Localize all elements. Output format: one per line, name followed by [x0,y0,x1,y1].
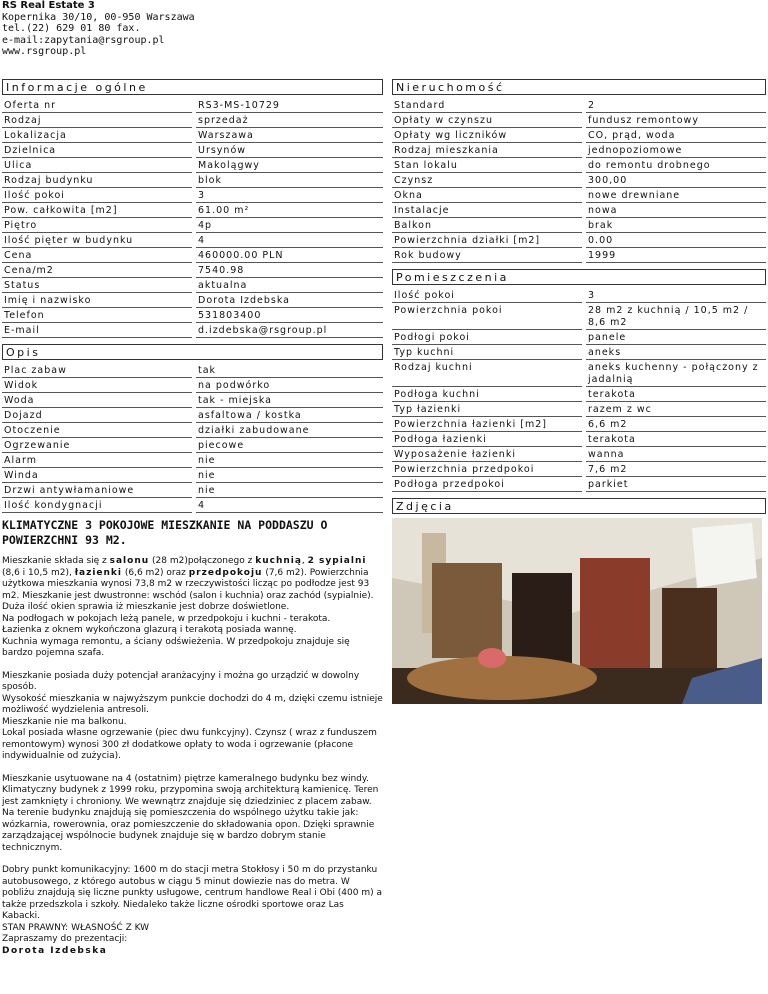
general-value: 3 [196,188,383,203]
property-row [392,188,766,203]
property-label: Opłaty w czynszu [392,113,582,128]
rooms-value: aneks [586,345,766,360]
property-label: Stan lokalu [392,158,582,173]
general-value: 4p [196,218,383,233]
opis-value: piecowe [196,438,383,453]
general-label: Imię i nazwisko [2,293,192,308]
property-value: do remontu drobnego [586,158,766,173]
general-row [2,218,383,233]
general-value: aktualna [196,278,383,293]
general-value: Makolągwy [196,158,383,173]
property-table [392,98,766,263]
opis-label: Woda [2,393,192,408]
opis-label: Drzwi antywłamaniowe [2,483,192,498]
rooms-row [392,417,766,432]
general-value: d.izdebska@rsgroup.pl [196,323,383,338]
general-row [2,203,383,218]
property-label: Powierzchnia działki [m2] [392,233,582,248]
general-row [2,263,383,278]
rooms-value: 6,6 m2 [586,417,766,432]
rooms-label: Powierzchnia pokoi [392,303,582,330]
general-label: Cena/m2 [2,263,192,278]
opis-label: Alarm [2,453,192,468]
property-value: nowa [586,203,766,218]
rooms-value: 3 [586,288,766,303]
rooms-value: 28 m2 z kuchnią / 10,5 m2 / 8,6 m2 [586,303,766,330]
rooms-row [392,387,766,402]
rooms-value: terakota [586,387,766,402]
rooms-value: razem z wc [586,402,766,417]
general-row [2,308,383,323]
property-label: Czynsz [392,173,582,188]
opis-value: asfaltowa / kostka [196,408,383,423]
opis-row [2,453,383,468]
property-label: Instalacje [392,203,582,218]
rooms-row [392,360,766,387]
rooms-label: Podłogi pokoi [392,330,582,345]
opis-row [2,393,383,408]
rooms-row [392,345,766,360]
general-row [2,188,383,203]
agency-website: www.rsgroup.pl [2,46,87,57]
rooms-value: 7,6 m2 [586,462,766,477]
opis-value: 4 [196,498,383,513]
opis-value: tak [196,363,383,378]
rooms-row [392,303,766,330]
rooms-value: aneks kuchenny - połączony z jadalnią [586,360,766,387]
general-label: Rodzaj budynku [2,173,192,188]
general-table [2,98,383,338]
rooms-row [392,432,766,447]
contact-name: Dorota Izdebska [2,945,108,956]
opis-value: nie [196,453,383,468]
rooms-label: Powierzchnia przedpokoi [392,462,582,477]
property-value: nowe drewniane [586,188,766,203]
rooms-label: Podłoga łazienki [392,432,582,447]
general-label: E-mail [2,323,192,338]
property-value: 300,00 [586,173,766,188]
opis-label: Plac zabaw [2,363,192,378]
opis-row [2,378,383,393]
rooms-value: wanna [586,447,766,462]
opis-label: Otoczenie [2,423,192,438]
property-value: brak [586,218,766,233]
rooms-label: Typ kuchni [392,345,582,360]
opis-label: Winda [2,468,192,483]
opis-row [2,468,383,483]
general-value: Ursynów [196,143,383,158]
property-row [392,248,766,263]
description-headline: KLIMATYCZNE 3 POKOJOWE MIESZKANIE NA PODDASZU O POWIERZCHNI 93 M2. [2,518,328,547]
general-label: Status [2,278,192,293]
general-row [2,143,383,158]
opis-label: Ogrzewanie [2,438,192,453]
general-row [2,248,383,263]
opis-label: Ilość kondygnacji [2,498,192,513]
property-section-title: Nieruchomość [392,79,766,95]
opis-table [2,363,383,513]
opis-row [2,498,383,513]
opis-row [2,408,383,423]
property-label: Opłaty wg liczników [392,128,582,143]
general-label: Ulica [2,158,192,173]
rooms-value: parkiet [586,477,766,492]
general-row [2,293,383,308]
opis-row [2,438,383,453]
general-value: sprzedaż [196,113,383,128]
description-paragraph-2: Mieszkanie posiada duży potencjał aranżacyjny i można go urządzić w dowolny sposób. Wysokość mieszkania w najwyższym punkcie dochodzi do 4 m, dzięki czemu istnieje możliwość wydzielenia antresoli. Mieszkanie nie ma balkonu. Lokal posiada własne ogrzewanie (piec dwu funkcyjny). Czynsz ( wraz z funduszem remontowym) wynosi 300 zł dodatkowe opłaty to woda i ogrzewanie (płacone indywidualnie od zużycia). [2,670,383,761]
right-column [392,79,766,704]
rooms-value: panele [586,330,766,345]
opis-value: działki zabudowane [196,423,383,438]
description-paragraph-4: Dobry punkt komunikacyjny: 1600 m do stacji metra Stokłosy i 50 m do przystanku autobusowego, z którego autobus w ciągu 5 minut dowiezie nas do metra. W pobliżu znajdują się liczne punkty usługowe, centrum handlowe Real i Obi (400 m) a także przedszkola i szkoły. Niedaleko także liczne ośrodki sportowe oraz Las Kabacki. STAN PRAWNY: WŁASNOŚĆ Z KW Zapraszamy do prezentacji: Dorota Izdebska [2,865,383,956]
general-label: Cena [2,248,192,263]
general-label: Dzielnica [2,143,192,158]
property-value: fundusz remontowy [586,113,766,128]
rooms-label: Podłoga przedpokoi [392,477,582,492]
rooms-row [392,330,766,345]
opis-section-title: Opis [2,344,383,360]
general-row [2,113,383,128]
general-label: Rodzaj [2,113,192,128]
rooms-row [392,288,766,303]
opis-label: Dojazd [2,408,192,423]
property-value: 1999 [586,248,766,263]
property-row [392,233,766,248]
property-label: Okna [392,188,582,203]
rooms-label: Rodzaj kuchni [392,360,582,387]
general-row [2,128,383,143]
rooms-label: Typ łazienki [392,402,582,417]
general-value: 460000.00 PLN [196,248,383,263]
general-label: Ilość pięter w budynku [2,233,192,248]
property-label: Balkon [392,218,582,233]
property-label: Standard [392,98,582,113]
general-row [2,278,383,293]
property-row [392,113,766,128]
agency-header [2,0,195,58]
rooms-section-title: Pomieszczenia [392,269,766,285]
opis-value: tak - miejska [196,393,383,408]
general-row [2,323,383,338]
property-label: Rodzaj mieszkania [392,143,582,158]
rooms-row [392,477,766,492]
property-row [392,203,766,218]
general-row [2,158,383,173]
opis-row [2,423,383,438]
left-column [2,79,383,957]
general-row [2,233,383,248]
opis-value: nie [196,468,383,483]
property-row [392,143,766,158]
property-row [392,128,766,143]
agency-email: e-mail:zapytania@rsgroup.pl [2,34,165,46]
description [2,518,383,957]
photos-section-title: Zdjęcia [392,498,766,514]
agency-address: Kopernika 30/10, 00-950 Warszawa [2,11,195,23]
rooms-label: Powierzchnia łazienki [m2] [392,417,582,432]
property-row [392,173,766,188]
property-photo[interactable] [392,518,762,704]
general-value: blok [196,173,383,188]
opis-label: Widok [2,378,192,393]
property-value: 2 [586,98,766,113]
general-value: RS3-MS-10729 [196,98,383,113]
rooms-label: Ilość pokoi [392,288,582,303]
property-row [392,158,766,173]
general-value: 61.00 m² [196,203,383,218]
rooms-row [392,402,766,417]
description-paragraph-3: Mieszkanie usytuowane na 4 (ostatnim) piętrze kameralnego budynku bez windy. Klimatyczny budynek z 1999 roku, przypomina swoją architekturą kamienicę. Teren jest zamknięty i chroniony. We wewnątrz znajduje się dziedziniec z placem zabaw. Na terenie budynku znajdują się pomieszczenia do wspólnego użytku takie jak: wózkarnia, rowerownia, oraz pomieszczenie do składowania opon. Dzięki sprawnie zarządzającej wspólnocie budynek znajduje się w bardzo dobrym stanie technicznym. [2,773,379,853]
property-value: 0.00 [586,233,766,248]
general-value: 7540.98 [196,263,383,278]
rooms-row [392,447,766,462]
property-value: CO, prąd, woda [586,128,766,143]
rooms-row [392,462,766,477]
photo-illustration [392,518,762,704]
opis-value: na podwórko [196,378,383,393]
property-label: Rok budowy [392,248,582,263]
property-value: jednopoziomowe [586,143,766,158]
general-row [2,173,383,188]
opis-row [2,483,383,498]
general-row [2,98,383,113]
rooms-label: Podłoga kuchni [392,387,582,402]
property-row [392,218,766,233]
general-section-title: Informacje ogólne [2,79,383,95]
description-paragraph-1: Mieszkanie składa się z salonu (28 m2)połączonego z kuchnią, 2 sypialni (8,6 i 10,5 m2), łazienki (6,6 m2) oraz przedpokoju (7,6 m2). Powierzchnia użytkowa mieszkania wynosi 73,8 m2 w rzeczywistości licząc po podłodze jest 93 m2. Mieszkanie jest dwustronne: wschód (salon i kuchnia) oraz zachód (sypialnie). Duża ilość okien sprawia iż mieszkanie jest dobrze doświetlone. Na podłogach w pokojach leżą panele, w przedpokoju i kuchni - terakota. Łazienka z oknem wykończona glazurą i terakotą posiada wannę. Kuchnia wymaga remontu, a ściany odświeżenia. W przedpokoju znajduje się bardzo pojemna szafa. [2,556,374,658]
property-row [392,98,766,113]
rooms-value: terakota [586,432,766,447]
opis-value: nie [196,483,383,498]
agency-name: RS Real Estate 3 [2,0,95,11]
general-value: 4 [196,233,383,248]
general-label: Oferta nr [2,98,192,113]
general-label: Pow. całkowita [m2] [2,203,192,218]
rooms-table [392,288,766,492]
rooms-label: Wyposażenie łazienki [392,447,582,462]
general-value: 531803400 [196,308,383,323]
general-value: Dorota Izdebska [196,293,383,308]
general-label: Piętro [2,218,192,233]
general-label: Telefon [2,308,192,323]
agency-phone: tel.(22) 629 01 80 fax. [2,23,141,34]
general-value: Warszawa [196,128,383,143]
opis-row [2,363,383,378]
general-label: Lokalizacja [2,128,192,143]
general-label: Ilość pokoi [2,188,192,203]
